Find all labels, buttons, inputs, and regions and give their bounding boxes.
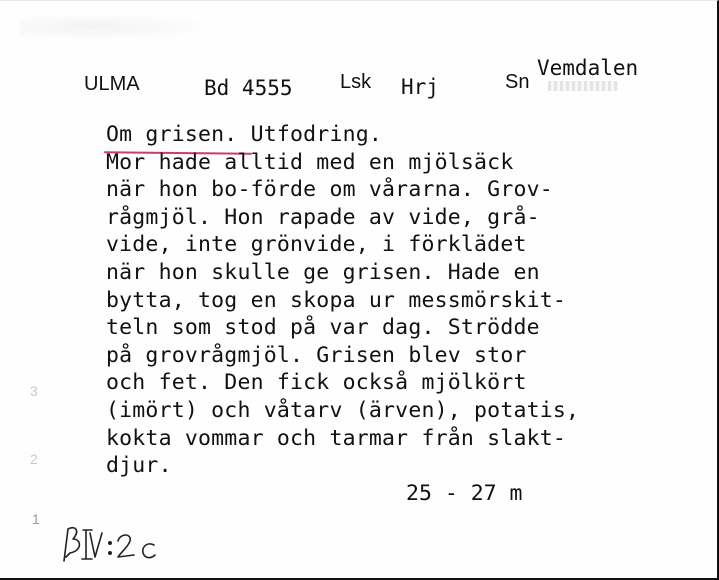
ink-smudge [548,81,618,91]
text-line: bytta, tog en skopa ur messmörskit- [106,287,567,313]
text-line: djur. [106,453,172,479]
card-header [0,56,719,111]
page-range: 25 - 27 m [406,481,523,506]
handwritten-signature [60,521,210,571]
text-line: Mor hade alltid med en mjölsäck [106,149,514,175]
margin-mark-2: 2 [30,451,38,467]
archive-name: ULMA [84,73,140,95]
volume-number: Bd 4555 [204,76,293,100]
province-value: Hrj [401,75,439,99]
margin-mark-1: 1 [32,511,40,527]
province-label: Lsk [340,71,372,93]
text-line: när hon bo-förde om vårarna. Grov- [106,177,553,203]
text-line: när hon skulle ge grisen. Hade en [106,259,540,285]
text-line: rågmjöl. Hon rapade av vide, grå- [106,204,540,230]
text-line: på grovrågmjöl. Grisen blev stor [106,342,527,368]
parish-label: Sn [505,71,530,93]
text-line: (imört) och våtarv (ärven), potatis, [106,397,580,423]
paper-smudge [20,15,200,39]
parish-value: Vemdalen [537,56,639,80]
text-line: kokta vommar och tarmar från slakt- [106,425,567,451]
text-line: teln som stod på var dag. Strödde [106,315,540,341]
text-line: vide, inte grönvide, i förklädet [106,232,527,258]
text-line: och fet. Den fick också mjölkört [106,370,527,396]
margin-mark-3: 3 [30,383,38,399]
text-line: Om grisen. Utfodring. [106,122,383,147]
card-text [106,121,716,480]
